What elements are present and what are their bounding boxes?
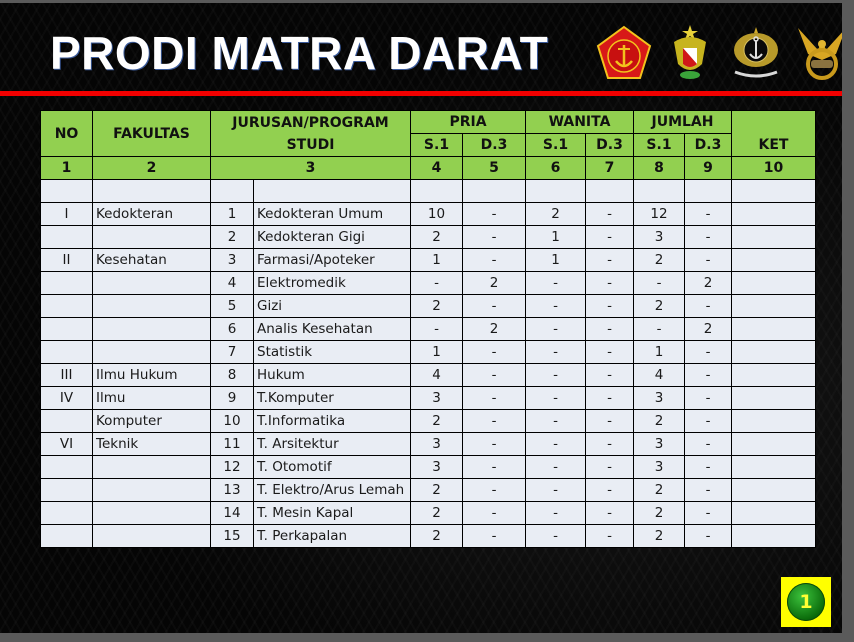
cell-wanita-s1: - <box>526 341 586 364</box>
col-number: 3 <box>211 157 411 180</box>
cell-prodi: T. Elektro/Arus Lemah <box>254 479 411 502</box>
col-number: 9 <box>685 157 732 180</box>
cell-wanita-s1: 1 <box>526 249 586 272</box>
table-cell <box>732 180 816 203</box>
cell-pria-s1: 4 <box>411 364 463 387</box>
table-row <box>41 295 816 318</box>
page-number: 1 <box>787 583 825 621</box>
cell-pria-d3: 2 <box>463 272 526 295</box>
cell-ket <box>732 341 816 364</box>
cell-idx: 15 <box>211 525 254 548</box>
cell-pria-s1: 3 <box>411 387 463 410</box>
cell-prodi: Statistik <box>254 341 411 364</box>
cell-idx: 3 <box>211 249 254 272</box>
cell-wanita-d3: - <box>586 249 634 272</box>
cell-idx: 1 <box>211 203 254 226</box>
cell-ket <box>732 410 816 433</box>
cell-jumlah-d3: - <box>685 433 732 456</box>
cell-pria-d3: - <box>463 479 526 502</box>
table-cell <box>254 180 411 203</box>
cell-wanita-d3: - <box>586 203 634 226</box>
cell-pria-s1: 1 <box>411 341 463 364</box>
cell-wanita-s1: - <box>526 272 586 295</box>
cell-pria-s1: 1 <box>411 249 463 272</box>
cell-ket <box>732 502 816 525</box>
cell-fakultas <box>93 341 211 364</box>
col-number: 7 <box>586 157 634 180</box>
cell-idx: 9 <box>211 387 254 410</box>
cell-fakultas: Komputer <box>93 410 211 433</box>
table-cell <box>463 180 526 203</box>
cell-jumlah-s1: 3 <box>634 433 685 456</box>
cell-no: III <box>41 364 93 387</box>
cell-wanita-d3: - <box>586 341 634 364</box>
cell-jumlah-d3: - <box>685 341 732 364</box>
cell-jumlah-d3: - <box>685 203 732 226</box>
cell-jumlah-s1: 1 <box>634 341 685 364</box>
cell-prodi: T.Informatika <box>254 410 411 433</box>
cell-idx: 10 <box>211 410 254 433</box>
cell-pria-d3: - <box>463 249 526 272</box>
table-cell <box>93 180 211 203</box>
cell-wanita-d3: - <box>586 410 634 433</box>
cell-jumlah-s1: 3 <box>634 226 685 249</box>
cell-pria-s1: 2 <box>411 525 463 548</box>
cell-jumlah-s1: - <box>634 272 685 295</box>
cell-idx: 6 <box>211 318 254 341</box>
cell-jumlah-s1: 2 <box>634 295 685 318</box>
cell-idx: 14 <box>211 502 254 525</box>
header-wanita-s1: S.1 <box>526 134 586 157</box>
table-cell <box>526 180 586 203</box>
cell-no <box>41 525 93 548</box>
cell-wanita-s1: - <box>526 364 586 387</box>
header-ket: KET <box>732 111 816 157</box>
header-pria-d3: D.3 <box>463 134 526 157</box>
cell-no: VI <box>41 433 93 456</box>
header-pria: PRIA <box>411 111 526 134</box>
cell-fakultas <box>93 272 211 295</box>
cell-ket <box>732 318 816 341</box>
cell-jumlah-s1: 2 <box>634 479 685 502</box>
cell-wanita-s1: - <box>526 502 586 525</box>
cell-wanita-d3: - <box>586 387 634 410</box>
cell-no <box>41 295 93 318</box>
table-row <box>41 364 816 387</box>
cell-fakultas <box>93 525 211 548</box>
cell-pria-s1: 2 <box>411 226 463 249</box>
cell-jumlah-d3: - <box>685 410 732 433</box>
cell-pria-s1: 3 <box>411 433 463 456</box>
cell-idx: 7 <box>211 341 254 364</box>
table-cell <box>586 180 634 203</box>
cell-jumlah-d3: - <box>685 525 732 548</box>
cell-ket <box>732 249 816 272</box>
cell-no <box>41 410 93 433</box>
cell-jumlah-s1: 3 <box>634 387 685 410</box>
cell-wanita-d3: - <box>586 318 634 341</box>
cell-fakultas: Ilmu Hukum <box>93 364 211 387</box>
cell-idx: 11 <box>211 433 254 456</box>
table-row <box>41 272 816 295</box>
table-cell <box>634 180 685 203</box>
cell-no: I <box>41 203 93 226</box>
cell-pria-d3: - <box>463 525 526 548</box>
cell-no <box>41 479 93 502</box>
tni-mabes-emblem-icon <box>595 24 653 82</box>
cell-pria-s1: 3 <box>411 456 463 479</box>
cell-fakultas <box>93 295 211 318</box>
table-row <box>41 525 816 548</box>
cell-fakultas <box>93 318 211 341</box>
cell-jumlah-s1: 2 <box>634 502 685 525</box>
header-jurusan-line1: JURUSAN/PROGRAM <box>232 114 389 131</box>
col-number: 10 <box>732 157 816 180</box>
header-row-1 <box>41 111 816 134</box>
cell-idx: 2 <box>211 226 254 249</box>
cell-no <box>41 341 93 364</box>
header-wanita: WANITA <box>526 111 634 134</box>
header-jurusan <box>211 111 411 157</box>
cell-wanita-s1: - <box>526 318 586 341</box>
cell-pria-d3: - <box>463 364 526 387</box>
cell-ket <box>732 525 816 548</box>
header-jumlah: JUMLAH <box>634 111 732 134</box>
cell-jumlah-d3: 2 <box>685 318 732 341</box>
cell-ket <box>732 226 816 249</box>
cell-no: IV <box>41 387 93 410</box>
column-number-row <box>41 157 816 180</box>
cell-jumlah-d3: - <box>685 502 732 525</box>
cell-pria-s1: 2 <box>411 502 463 525</box>
cell-prodi: Gizi <box>254 295 411 318</box>
table-row <box>41 341 816 364</box>
cell-pria-d3: - <box>463 295 526 318</box>
cell-wanita-s1: - <box>526 525 586 548</box>
cell-wanita-s1: - <box>526 387 586 410</box>
table-row <box>41 433 816 456</box>
cell-jumlah-s1: 2 <box>634 249 685 272</box>
col-number: 8 <box>634 157 685 180</box>
header-wanita-d3: D.3 <box>586 134 634 157</box>
cell-prodi: T. Perkapalan <box>254 525 411 548</box>
table-row <box>41 249 816 272</box>
cell-wanita-d3: - <box>586 295 634 318</box>
cell-ket <box>732 387 816 410</box>
cell-wanita-s1: - <box>526 295 586 318</box>
cell-pria-d3: - <box>463 387 526 410</box>
cell-jumlah-d3: 2 <box>685 272 732 295</box>
header-no: NO <box>41 111 93 157</box>
cell-prodi: Kedokteran Umum <box>254 203 411 226</box>
cell-pria-s1: 2 <box>411 410 463 433</box>
cell-ket <box>732 272 816 295</box>
cell-wanita-d3: - <box>586 433 634 456</box>
cell-pria-s1: - <box>411 272 463 295</box>
cell-pria-s1: 10 <box>411 203 463 226</box>
cell-fakultas <box>93 502 211 525</box>
cell-jumlah-s1: 3 <box>634 456 685 479</box>
table-row <box>41 502 816 525</box>
header-jumlah-s1: S.1 <box>634 134 685 157</box>
cell-prodi: T. Arsitektur <box>254 433 411 456</box>
cell-pria-s1: 2 <box>411 479 463 502</box>
cell-no <box>41 226 93 249</box>
col-number: 2 <box>93 157 211 180</box>
tni-ad-emblem-icon <box>661 24 719 82</box>
header-jumlah-d3: D.3 <box>685 134 732 157</box>
cell-idx: 13 <box>211 479 254 502</box>
cell-ket <box>732 295 816 318</box>
blank-row <box>41 180 816 203</box>
cell-prodi: Farmasi/Apoteker <box>254 249 411 272</box>
cell-jumlah-d3: - <box>685 387 732 410</box>
cell-fakultas: Kesehatan <box>93 249 211 272</box>
tni-al-emblem-icon <box>727 24 785 82</box>
prodi-table <box>40 110 816 548</box>
tni-au-emblem-icon <box>793 24 842 82</box>
title-divider <box>0 91 842 96</box>
cell-pria-d3: - <box>463 341 526 364</box>
cell-jumlah-s1: 2 <box>634 410 685 433</box>
slide <box>0 3 842 633</box>
table-row <box>41 456 816 479</box>
table-cell <box>685 180 732 203</box>
cell-fakultas: Ilmu <box>93 387 211 410</box>
cell-prodi: T. Mesin Kapal <box>254 502 411 525</box>
cell-fakultas: Teknik <box>93 433 211 456</box>
col-number: 4 <box>411 157 463 180</box>
cell-pria-d3: 2 <box>463 318 526 341</box>
cell-pria-d3: - <box>463 456 526 479</box>
header-fakultas: FAKULTAS <box>93 111 211 157</box>
cell-pria-s1: 2 <box>411 295 463 318</box>
table-row <box>41 318 816 341</box>
cell-prodi: Elektromedik <box>254 272 411 295</box>
cell-fakultas: Kedokteran <box>93 203 211 226</box>
cell-idx: 5 <box>211 295 254 318</box>
cell-wanita-s1: - <box>526 479 586 502</box>
cell-no <box>41 272 93 295</box>
cell-idx: 4 <box>211 272 254 295</box>
col-number: 6 <box>526 157 586 180</box>
cell-fakultas <box>93 226 211 249</box>
cell-pria-d3: - <box>463 502 526 525</box>
table-row <box>41 479 816 502</box>
cell-prodi: Analis Kesehatan <box>254 318 411 341</box>
cell-idx: 12 <box>211 456 254 479</box>
cell-jumlah-s1: 4 <box>634 364 685 387</box>
table-row <box>41 410 816 433</box>
cell-no: II <box>41 249 93 272</box>
cell-pria-d3: - <box>463 433 526 456</box>
cell-jumlah-s1: 2 <box>634 525 685 548</box>
cell-wanita-s1: - <box>526 410 586 433</box>
cell-fakultas <box>93 479 211 502</box>
cell-idx: 8 <box>211 364 254 387</box>
cell-jumlah-d3: - <box>685 479 732 502</box>
cell-wanita-s1: - <box>526 433 586 456</box>
header-pria-s1: S.1 <box>411 134 463 157</box>
cell-jumlah-d3: - <box>685 249 732 272</box>
cell-no <box>41 502 93 525</box>
table-cell <box>211 180 254 203</box>
table-cell <box>411 180 463 203</box>
cell-jumlah-s1: - <box>634 318 685 341</box>
cell-jumlah-d3: - <box>685 364 732 387</box>
cell-pria-d3: - <box>463 203 526 226</box>
cell-jumlah-d3: - <box>685 456 732 479</box>
header-jurusan-line2: STUDI <box>286 136 335 153</box>
cell-wanita-d3: - <box>586 479 634 502</box>
cell-prodi: T. Otomotif <box>254 456 411 479</box>
page-title: PRODI MATRA DARAT <box>50 27 549 79</box>
cell-ket <box>732 433 816 456</box>
cell-wanita-d3: - <box>586 272 634 295</box>
cell-jumlah-s1: 12 <box>634 203 685 226</box>
cell-wanita-d3: - <box>586 226 634 249</box>
cell-ket <box>732 456 816 479</box>
cell-fakultas <box>93 456 211 479</box>
table-row <box>41 226 816 249</box>
cell-no <box>41 318 93 341</box>
cell-ket <box>732 479 816 502</box>
cell-no <box>41 456 93 479</box>
col-number: 1 <box>41 157 93 180</box>
cell-wanita-d3: - <box>586 456 634 479</box>
cell-pria-d3: - <box>463 410 526 433</box>
col-number: 5 <box>463 157 526 180</box>
cell-ket <box>732 364 816 387</box>
cell-wanita-s1: 1 <box>526 226 586 249</box>
table-row <box>41 387 816 410</box>
emblem-row <box>595 23 842 83</box>
cell-jumlah-d3: - <box>685 295 732 318</box>
cell-pria-s1: - <box>411 318 463 341</box>
table-row <box>41 203 816 226</box>
cell-wanita-d3: - <box>586 502 634 525</box>
cell-pria-d3: - <box>463 226 526 249</box>
cell-wanita-d3: - <box>586 364 634 387</box>
cell-prodi: T.Komputer <box>254 387 411 410</box>
cell-ket <box>732 203 816 226</box>
cell-prodi: Kedokteran Gigi <box>254 226 411 249</box>
cell-wanita-s1: - <box>526 456 586 479</box>
cell-jumlah-d3: - <box>685 226 732 249</box>
page-number-badge[interactable] <box>781 577 831 627</box>
table-cell <box>41 180 93 203</box>
cell-wanita-d3: - <box>586 525 634 548</box>
cell-wanita-s1: 2 <box>526 203 586 226</box>
cell-prodi: Hukum <box>254 364 411 387</box>
